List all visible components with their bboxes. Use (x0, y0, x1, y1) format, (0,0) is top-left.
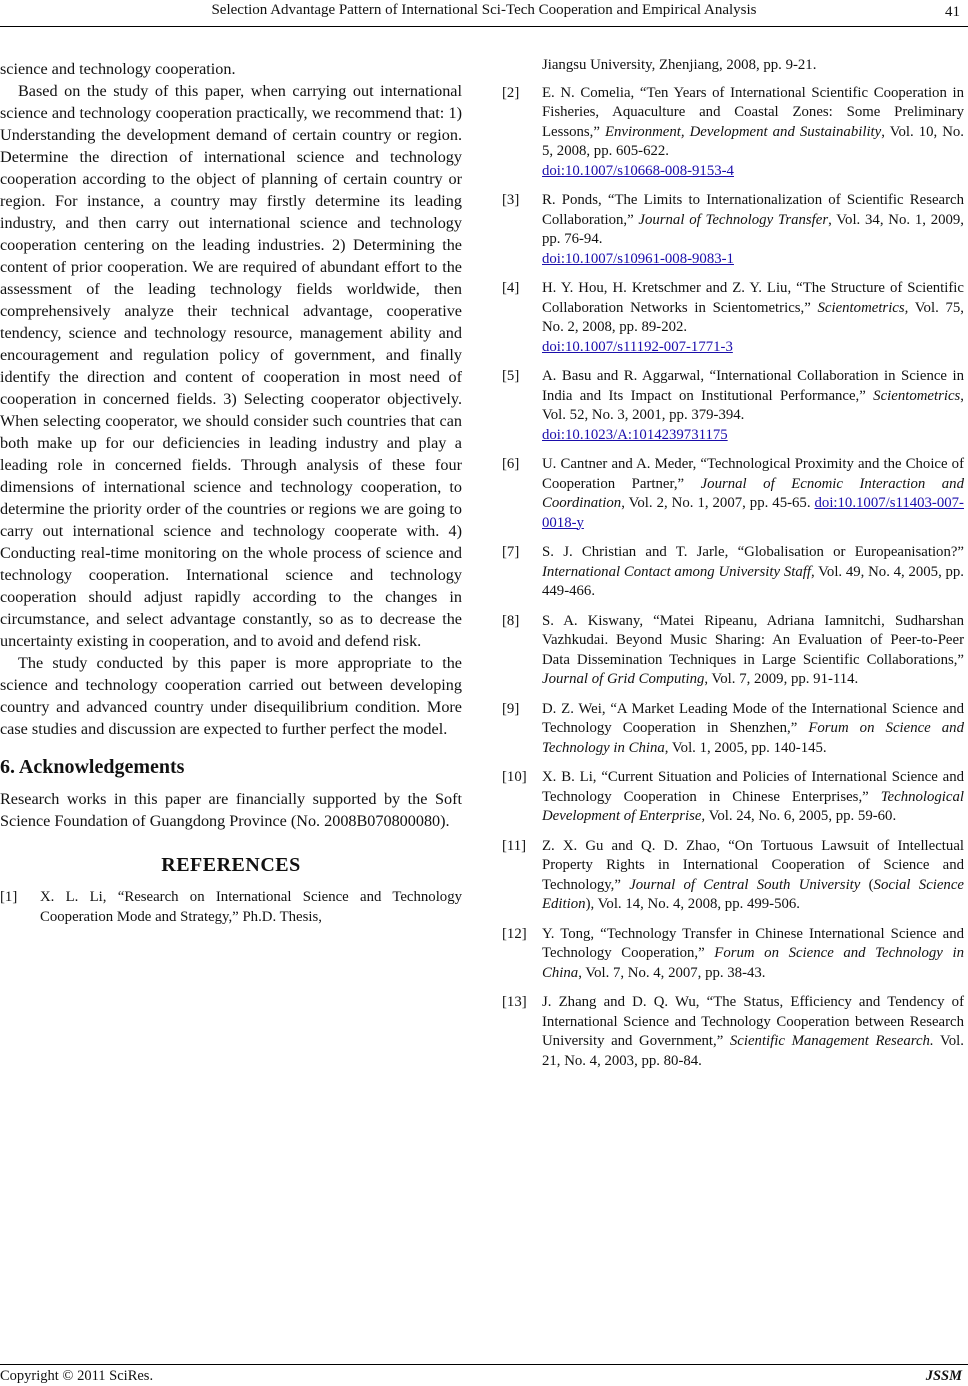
journal-title: Environment, Development and Sustainability (604, 123, 882, 140)
reference-item: [3] R. Ponds, “The Limits to Internationalization of Scientific Research Collaboration,” Journal of Technology Transfer, Vol. 34, No. 1, 2009, pp. 76-94. doi:10.1007/s10961-008-9083-1 (502, 192, 964, 267)
paragraph-scope: The study conducted by this paper is more appropriate to the science and technology cooperation carried out between developing country and advanced country under disequilibrium condition. More case studies and discussion are expected to further perfect the model. (0, 654, 462, 738)
journal-title: Journal of Technology Transfer (638, 211, 829, 228)
running-header (0, 2, 968, 24)
journal-title: Scientometrics (873, 387, 961, 404)
journal-title: Scientific Management Research. (729, 1033, 934, 1049)
footer-rule (0, 1364, 968, 1365)
reference-item: [13] J. Zhang and D. Q. Wu, “The Status, Efficiency and Tendency of International Science and Technology Cooperation between Research University and Government,” Scientific Management Research. Vol. 21, No. 4, 2003, pp. 80-84. (502, 994, 964, 1069)
journal-title: Technological Development of Enterprise, (542, 788, 964, 824)
journal-title: International Contact among University Staff (542, 563, 811, 580)
section-heading-acknowledgements: 6. Acknowledgements (0, 756, 185, 778)
reference-number: [1] (0, 889, 18, 905)
header-rule (0, 26, 968, 27)
reference-item: [2] E. N. Comelia, “Ten Years of International Scientific Cooperation in Fisheries, Aquaculture and Coastal Zones: Some Preliminary Lessons,” Environment, Development and Sustainability, Vol. 10, No. 5, 2008, pp. 605-622. doi:10.1007/s10668-008-9153-4 (502, 84, 964, 179)
doi-link[interactable]: doi:10.1007/s10961-008-9083-1 (542, 250, 734, 267)
doi-link[interactable]: doi:10.1023/A:1014239731175 (542, 426, 728, 443)
reference-continuation (502, 56, 964, 76)
reference-item: [6] U. Cantner and A. Meder, “Technological Proximity and the Choice of Cooperation Partner,” Journal of Ecnomic Interaction and Coordination, Vol. 2, No. 1, 2007, pp. 45-65. doi:10.1007/s11403-007-0018-y (502, 456, 964, 531)
doi-link[interactable]: doi:10.1007/s10668-008-9153-4 (542, 162, 734, 179)
reference-item: [12] Y. Tong, “Technology Transfer in Chinese International Science and Technology Cooperation,” Forum on Science and Technology in China, Vol. 7, No. 4, 2007, pp. 38-43. (502, 925, 964, 981)
reference-item: [5] A. Basu and R. Aggarwal, “International Collaboration in Science in India and Its Impact on Institutional Performance,” Scientometrics, Vol. 52, No. 3, 2001, pp. 379-394. doi:10.1023/A:1014239731175 (502, 368, 964, 443)
journal-title: Forum on Science and Technology in China (542, 945, 964, 981)
reference-text-continued: Jiangsu University, Zhenjiang, 2008, pp. 9-21. (542, 57, 817, 73)
journal-title: Journal of Ecnomic Interaction and Coordination (542, 475, 964, 511)
journal-edition: Social Science Edition (542, 876, 964, 912)
journal-title: Scientometrics, (817, 299, 909, 316)
acknowledgements-text: Research works in this paper are financially supported by the Soft Science Foundation of Guangdong Province (No. 2008B070800080). (0, 790, 462, 830)
page-number: 41 (945, 4, 960, 20)
journal-title: Forum on Science and Technology in China (542, 720, 964, 756)
reference-item: [11] Z. X. Gu and Q. D. Zhao, “On Tortuous Lawsuit of Intellectual Property Rights in International Cooperation of Science and Technology,” Journal of Central South University (Social Science Edition), Vol. 14, No. 4, 2008, pp. 499-506. (502, 837, 964, 912)
paragraph-recommendations: Based on the study of this paper, when carrying out international science and technology cooperation practically, we recommend that: 1) Understanding the development demand of certain country or region. Determine the direction of international science and technology cooperation according to the object of planning of certain country or region. For instance, a country may firstly determine its leading industry, and then carry out international science and technology cooperation centering on the leading industries. 2) Determining the content of prior cooperation. We are required of abundant effort to the assessment of the leading technology fields worldwide, then comprehensively analyze their technical advantage, cooperative tendency, science and technology resource, management ability and encouragement and regulation policy of government, and finally identify the direction and content of cooperation in most need of cooperation in concerned fields. 3) Selecting cooperator objectively. When selecting cooperator, we should consider such countries that can both make up for our deficiencies in leading industry and play a leading role in concerned fields. Through analysis of these four dimensions of international science and technology cooperation, to determine the priority order of the countries or regions we are going to carry out international science and technology cooperate with. 4) Conducting real-time monitoring on the whole process of science and technology cooperation. International science and technology cooperation should adjust rapidly according to the changes in circumstance, and select advantage constantly, so as to decrease the uncertainty existing in cooperation, and to avoid and defend risk. (0, 82, 462, 650)
paragraph-continuation: science and technology cooperation. (0, 60, 236, 78)
journal-title: Journal of Grid Computing (542, 671, 705, 687)
references-heading: REFERENCES (161, 854, 301, 876)
reference-item: [9] D. Z. Wei, “A Market Leading Mode of the International Science and Technology Cooperation in Shenzhen,” Forum on Science and Technology in China, Vol. 1, 2005, pp. 140-145. (502, 700, 964, 756)
reference-item (0, 888, 462, 927)
right-column (502, 58, 964, 1081)
page-footer (0, 1368, 968, 1386)
journal-title: Journal of Central South University (629, 876, 861, 893)
reference-item: [8] S. A. Kiswany, “Matei Ripeanu, Adriana Iamnitchi, Sudharshan Vazhkudai. Beyond Music Sharing: An Evaluation of Peer-to-Peer Data Dissemination Techniques in Large Scientific Collaborations,” Journal of Grid Computing, Vol. 7, 2009, pp. 91-114. (502, 612, 964, 687)
left-column (0, 58, 462, 937)
journal-abbreviation: JSSM (925, 1368, 962, 1384)
copyright-notice: Copyright © 2011 SciRes. (0, 1368, 154, 1384)
reference-item: [7] S. J. Christian and T. Jarle, “Globalisation or Europeanisation?” International Contact among University Staff, Vol. 49, No. 4, 2005, pp. 449-466. (502, 544, 965, 599)
reference-item: [10] X. B. Li, “Current Situation and Policies of International Science and Technology Cooperation in Chinese Enterprises,” Technological Development of Enterprise, Vol. 24, No. 6, 2005, pp. 59-60. (502, 769, 964, 824)
reference-text: X. L. Li, “Research on International Science and Technology Cooperation Mode and Strategy,” Ph.D. Thesis, (40, 889, 462, 925)
doi-link[interactable]: doi:10.1007/s11192-007-1771-3 (542, 338, 733, 355)
doi-link[interactable]: doi:10.1007/s11403-007-0018-y (542, 495, 964, 531)
reference-item: [4] H. Y. Hou, H. Kretschmer and Z. Y. Liu, “The Structure of Scientific Collaboration Networks in Scientometrics,” Scientometrics, Vol. 75, No. 2, 2008, pp. 89-202. doi:10.1007/s11192-007-1771-3 (502, 280, 964, 355)
running-title: Selection Advantage Pattern of International Sci-Tech Cooperation and Empirical Analysis (211, 2, 757, 18)
